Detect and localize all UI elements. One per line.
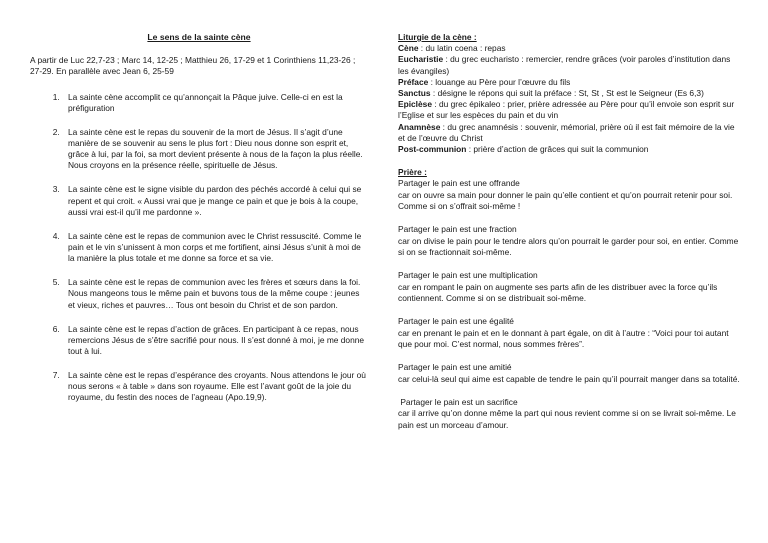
stanza-body: car on ouvre sa main pour donner le pain qu’elle contient et qu’on pourrait retenir pour soi. Comme si on s’offrait soi-même !: [398, 189, 733, 211]
glossary-term: Sanctus: [398, 88, 431, 99]
glossary-definition: : du grec eucharisto : remercier, rendre grâces (voir paroles d’institution dans les évangiles): [398, 54, 731, 76]
document-title: Le sens de la sainte cène: [147, 32, 251, 42]
right-column: [398, 32, 743, 443]
liturgy-heading: Liturgie de la cène :: [398, 32, 477, 42]
glossary-definition: : du latin coena : repas: [418, 43, 506, 54]
glossary-term: Eucharistie: [398, 54, 444, 65]
stanza-body: car en prenant le pain et en le donnant à part égale, on dit à l’autre : “Voici pour toi autant que pour moi. C’est normal, nous sommes frères”.: [398, 327, 729, 349]
glossary-term: Cène: [398, 43, 419, 54]
glossary-entry: [398, 122, 743, 144]
prayer-heading: Prière :: [398, 167, 427, 178]
glossary-entry: [398, 144, 743, 155]
glossary-term: Anamnèse: [398, 121, 441, 132]
meaning-list: [30, 92, 368, 404]
list-item: 6. La sainte cène est le repas d’action de grâces. En participant à ce repas, nous remercions Jésus de s’être sacrifié pour nous. Il s’est donné à moi, je me donne tout à lui.: [62, 324, 368, 358]
prayer-stanza: [398, 224, 743, 258]
liturgy-glossary: [398, 43, 743, 155]
glossary-definition: : désigne le répons qui suit la préface : St, St , St est le Seigneur (Es 6,3): [430, 88, 704, 99]
stanza-first-line: Partager le pain est un sacrifice: [398, 397, 518, 408]
stanza-first-line: Partager le pain est une fraction: [398, 224, 517, 235]
glossary-term: Epiclèse: [398, 99, 432, 110]
prayer-stanza: [398, 178, 743, 212]
list-item: 4. La sainte cène est le repas de communion avec le Christ ressuscité. Comme le pain et le vin s’unissent à mon corps et me fortifient, ainsi Jésus s’unit à moi de la manière la plus totale et me donne sa force et sa vie.: [62, 231, 368, 265]
list-item: 2. La sainte cène est le repas du souvenir de la mort de Jésus. Il s’agit d’une manière de se souvenir au sens le plus fort : Dieu nous donne son esprit et, grâce à lui, par la foi, sa mort devient présente à nous de la façon la plus réelle. Nous croyons en la présence réelle, spirituelle de Jésus.: [62, 127, 368, 172]
glossary-definition: : du grec épikaleo : prier, prière adressée au Père pour qu’il envoie son esprit sur l’Eglise et sur les espèces du pain et du vin: [398, 99, 735, 121]
stanza-body: car on divise le pain pour le tendre alors qu’on pourrait le garder pour soi, en entier. Comme si on se fractionnait soi-même.: [398, 235, 739, 257]
prayer-stanza: [398, 270, 743, 304]
glossary-entry: [398, 54, 743, 76]
list-item: 1. La sainte cène accomplit ce qu’annonçait la Pâque juive. Celle-ci en est la préfiguration: [62, 92, 368, 114]
glossary-definition: : prière d’action de grâces qui suit la communion: [466, 144, 649, 155]
scripture-references: A partir de Luc 22,7-23 ; Marc 14, 12-25 ; Matthieu 26, 17-29 et 1 Corinthiens 11,23-26 ; 27-29. En parallèle avec Jean 6, 25-59: [30, 55, 356, 77]
stanza-first-line: Partager le pain est une multiplication: [398, 270, 538, 281]
glossary-entry: [398, 99, 743, 121]
prayer-text: [398, 178, 743, 430]
stanza-body: car en rompant le pain on augmente ses parts afin de les distribuer avec la force qu’ils contiennent. Comme si on se distribuait soi-même.: [398, 281, 718, 303]
list-item: 5. La sainte cène est le repas de communion avec les frères et sœurs dans la foi. Nous mangeons tous le même pain et buvons tous de la même coupe : jeunes et vieux, riches et pauvres… Tous ont besoin du Christ et de son pardon.: [62, 277, 368, 311]
glossary-term: Post-communion: [398, 144, 467, 155]
stanza-first-line: Partager le pain est une amitié: [398, 362, 512, 373]
left-column: [30, 32, 368, 416]
stanza-body: car il arrive qu’on donne même la part qui nous revient comme si on se livrait soi-même. Le pain est un morceau d’amour.: [398, 408, 736, 430]
stanza-first-line: Partager le pain est une égalité: [398, 316, 514, 327]
stanza-body: car celui-là seul qui aime est capable de tendre le pain qu’il pourrait manger dans sa totalité.: [398, 373, 740, 384]
prayer-stanza: [398, 316, 743, 350]
glossary-term: Préface: [398, 76, 429, 87]
list-item: 7. La sainte cène est le repas d’espérance des croyants. Nous attendons le jour où nous serons « à table » dans son royaume. Elle est l’avant goût de la joie du royaume, du festin des noces de l’agneau (Apo.19,9).: [62, 370, 368, 404]
glossary-definition: : du grec anamnésis : souvenir, mémorial, prière où il est fait mémoire de la vie et de l’œuvre du Christ: [398, 121, 735, 143]
prayer-stanza: [398, 362, 743, 384]
glossary-entry: [398, 88, 743, 99]
glossary-definition: : louange au Père pour l’œuvre du fils: [428, 76, 571, 87]
glossary-entry: [398, 77, 743, 88]
list-item: 3. La sainte cène est le signe visible du pardon des péchés accordé à celui qui se repent et qui croit. « Aussi vrai que je mange ce pain et que je bois à la coupe, aussi vrai est-il qu’il me pardonne ».: [62, 184, 368, 218]
glossary-entry: [398, 43, 743, 54]
stanza-first-line: Partager le pain est une offrande: [398, 178, 520, 189]
prayer-stanza: [398, 397, 743, 431]
